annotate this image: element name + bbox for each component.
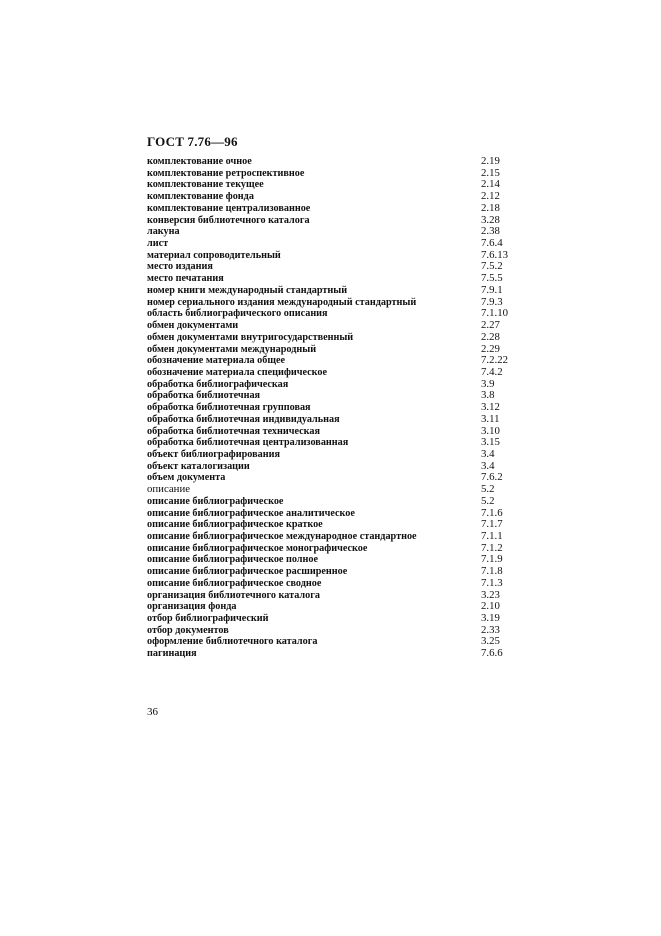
index-entry [147, 168, 517, 180]
index-term: комплектование текущее [147, 179, 264, 191]
index-entry [147, 379, 517, 391]
index-term: обработка библиотечная групповая [147, 402, 311, 414]
index-ref: 2.15 [481, 166, 500, 179]
index-term: описание библиографическое краткое [147, 519, 323, 531]
index-term: описание библиографическое [147, 495, 284, 507]
index-ref: 7.1.2 [481, 541, 503, 554]
index-ref: 3.4 [481, 447, 495, 460]
index-ref: 3.28 [481, 213, 500, 226]
index-ref: 2.12 [481, 190, 500, 203]
index-ref: 5.2 [481, 483, 495, 496]
index-term: обработка библиотечная [147, 390, 261, 402]
index-ref: 7.1.10 [481, 307, 508, 320]
index-ref: 7.1.3 [481, 576, 503, 589]
index-ref: 7.1.8 [481, 565, 503, 578]
index-term: описание библиографическое международное стандартное [147, 531, 417, 542]
index-term: описание библиографическое аналитическое [147, 507, 355, 519]
index-entry [147, 320, 517, 332]
index-entry [147, 519, 517, 531]
index-term: место издания [147, 261, 213, 273]
index-entry [147, 625, 517, 637]
index-ref: 2.27 [481, 319, 500, 332]
index-ref: 3.25 [481, 635, 500, 648]
index-entry [147, 297, 517, 309]
page-number: 36 [147, 706, 158, 718]
index-ref: 7.6.13 [481, 248, 508, 261]
index-ref: 7.6.2 [481, 471, 503, 484]
index-term: объем документа [147, 472, 226, 484]
index-entry [147, 179, 517, 191]
index-ref: 7.5.5 [481, 272, 503, 285]
index-entry [147, 496, 517, 508]
index-entry [147, 414, 517, 426]
index-entry [147, 402, 517, 414]
index-term: лакуна [147, 226, 180, 238]
index-entry [147, 566, 517, 578]
index-ref: 7.9.3 [481, 295, 503, 308]
index-term: оформление библиотечного каталога [147, 636, 318, 648]
index-term: организация фонда [147, 601, 237, 613]
index-ref: 7.6.4 [481, 237, 503, 250]
index-ref: 3.11 [481, 412, 500, 425]
index-entry [147, 437, 517, 449]
index-ref: 3.9 [481, 377, 495, 390]
index-ref: 7.9.1 [481, 283, 503, 296]
index-term: лист [147, 238, 169, 250]
index-term: описание [147, 483, 191, 496]
index-entry [147, 543, 517, 555]
index-entry [147, 590, 517, 602]
index-ref: 3.12 [481, 401, 500, 414]
index-entry [147, 332, 517, 344]
index-ref: 3.8 [481, 389, 495, 402]
index-term: обмен документами международный [147, 343, 317, 355]
index-entry [147, 578, 517, 590]
index-term: описание библиографическое полное [147, 554, 319, 566]
index-entry [147, 531, 517, 543]
index-term: отбор документов [147, 624, 229, 636]
index-ref: 7.1.6 [481, 506, 503, 519]
index-entry [147, 472, 517, 484]
index-term: комплектование централизованное [147, 202, 311, 214]
index-entry [147, 508, 517, 520]
index-entry [147, 273, 517, 285]
index-entry [147, 554, 517, 566]
index-entry [147, 484, 517, 496]
index-term: организация библиотечного каталога [147, 589, 320, 601]
index-ref: 3.4 [481, 459, 495, 472]
index-ref: 2.33 [481, 623, 500, 636]
index-entry [147, 238, 517, 250]
index-term: материал сопроводительный [147, 249, 281, 261]
index-entry [147, 191, 517, 203]
index-entry [147, 426, 517, 438]
index-ref: 7.4.2 [481, 365, 503, 378]
index-entry [147, 285, 517, 297]
index-entry [147, 461, 517, 473]
index-ref: 7.5.2 [481, 260, 503, 273]
index-term: область библиографического описания [147, 308, 328, 320]
index-term: комплектование очное [147, 156, 252, 167]
index-term: описание библиографическое расширенное [147, 566, 348, 578]
index-term: обработка библиотечная техническая [147, 425, 321, 437]
index-entry [147, 613, 517, 625]
index-ref: 2.38 [481, 225, 500, 238]
index-term: конверсия библиотечного каталога [147, 214, 310, 226]
index-ref: 2.29 [481, 342, 500, 355]
index-entry [147, 308, 517, 320]
index-term: объект каталогизации [147, 460, 250, 472]
term-index [147, 156, 517, 660]
index-term: обработка библиотечная централизованная [147, 437, 349, 449]
index-term: описание библиографическое монографическое [147, 542, 368, 554]
index-ref: 7.1.1 [481, 530, 503, 542]
index-ref: 7.2.22 [481, 354, 508, 367]
index-entry [147, 648, 517, 660]
index-term: обозначение материала общее [147, 355, 286, 367]
index-entry [147, 215, 517, 227]
index-term: пагинация [147, 648, 197, 660]
index-entry [147, 261, 517, 273]
index-ref: 2.19 [481, 155, 500, 167]
index-entry [147, 344, 517, 356]
index-ref: 3.10 [481, 424, 500, 437]
index-ref: 7.1.9 [481, 553, 503, 566]
index-ref: 3.15 [481, 436, 500, 449]
index-term: обработка библиотечная индивидуальная [147, 413, 340, 425]
index-ref: 2.18 [481, 201, 500, 214]
index-entry [147, 636, 517, 648]
index-term: отбор библиографический [147, 613, 269, 625]
index-term: комплектование ретроспективное [147, 167, 305, 179]
document-title: ГОСТ 7.76—96 [147, 134, 238, 149]
index-term: обозначение материала специфическое [147, 366, 328, 378]
index-ref: 2.10 [481, 600, 500, 613]
index-term: место печатания [147, 273, 224, 285]
index-entry [147, 390, 517, 402]
index-ref: 7.6.6 [481, 647, 503, 660]
index-ref: 2.28 [481, 330, 500, 343]
index-entry [147, 601, 517, 613]
index-entry [147, 367, 517, 379]
index-term: комплектование фонда [147, 191, 254, 203]
index-ref: 5.2 [481, 494, 495, 507]
index-entry [147, 156, 517, 168]
index-term: обмен документами внутригосударственный [147, 331, 354, 343]
index-ref: 2.14 [481, 178, 500, 191]
index-term: обработка библиографическая [147, 378, 289, 390]
index-term: номер книги международный стандартный [147, 284, 348, 296]
index-ref: 3.19 [481, 612, 500, 625]
index-ref: 3.23 [481, 588, 500, 601]
index-entry [147, 355, 517, 367]
index-term: обмен документами [147, 320, 239, 332]
index-term: номер сериального издания международный стандартный [147, 296, 417, 308]
index-ref: 7.1.7 [481, 518, 503, 531]
index-entry [147, 226, 517, 238]
index-term: описание библиографическое сводное [147, 577, 322, 589]
index-term: объект библиографирования [147, 448, 280, 460]
index-entry [147, 449, 517, 461]
index-entry [147, 203, 517, 215]
index-entry [147, 250, 517, 262]
